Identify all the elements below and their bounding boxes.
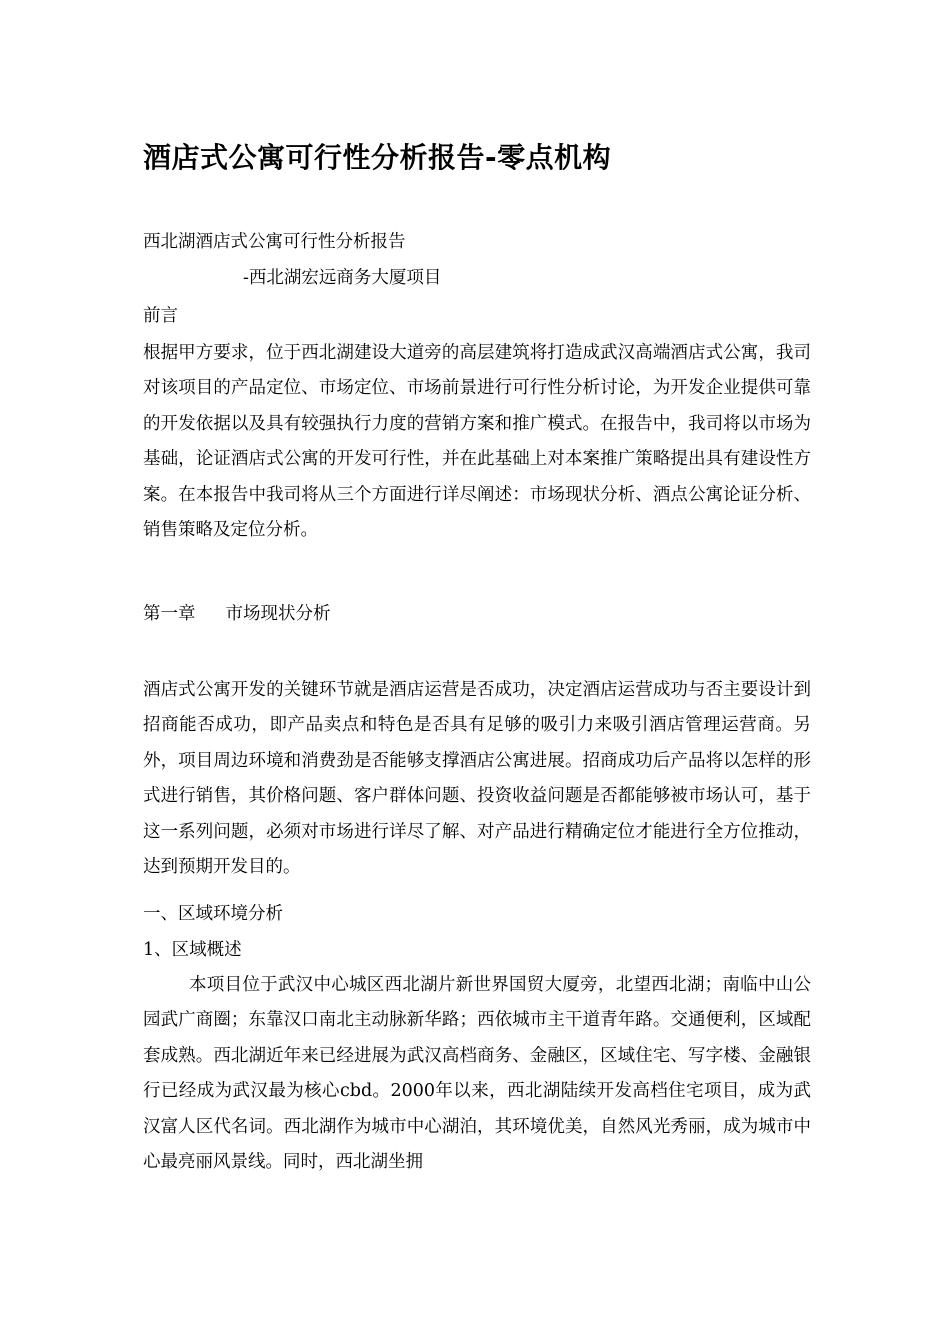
subsection-heading: 1、区域概述: [143, 940, 242, 960]
preface-heading: 前言: [143, 306, 178, 326]
section-heading: 一、区域环境分析: [143, 904, 283, 924]
chapter-heading: [143, 602, 811, 626]
document-title: 酒店式公寓可行性分析报告-零点机构: [143, 141, 612, 174]
subsection-paragraph: 本项目位于武汉中心城区西北湖片新世界国贸大厦旁，北望西北湖；南临中山公园武广商圈；东靠汉口南北主动脉新华路；西依城市主干道青年路。交通便利，区域配套成熟。西北湖近年来已经进展为武汉高档商务、金融区，区域住宅、写字楼、金融银行已经成为武汉最为核心cbd。2000年以来，西北湖陆续开发高档住宅项目，成为武汉富人区代名词。西北湖作为城市中心湖泊，其环境优美，自然风光秀丽，成为城市中心最亮丽风景线。同时，西北湖坐拥: [143, 975, 811, 1173]
chapter-number: 第一章: [143, 604, 196, 624]
chapter-intro-paragraph: 酒店式公寓开发的关键环节就是酒店运营是否成功，决定酒店运营成功与否主要设计到招商能否成功，即产品卖点和特色是否具有足够的吸引力来吸引酒店管理运营商。另外，项目周边环境和消费劲是否能够支撑酒店公寓进展。招商成功后产品将以怎样的形式进行销售，其价格问题、客户群体问题、投资收益问题是否都能够被市场认可，基于这一系列问题，必须对市场进行详尽了解、对产品进行精确定位才能进行全方位推动，达到预期开发目的。: [143, 680, 811, 878]
report-subtitle: -西北湖宏远商务大厦项目: [243, 268, 442, 288]
preface-paragraph: 根据甲方要求，位于西北湖建设大道旁的高层建筑将打造成武汉高端酒店式公寓，我司对该项目的产品定位、市场定位、市场前景进行可行性分析讨论，为开发企业提供可靠的开发依据以及具有较强执行力度的营销方案和推广模式。在报告中，我司将以市场为基础，论证酒店式公寓的开发可行性，并在此基础上对本案推广策略提出具有建设性方案。在本报告中我司将从三个方面进行详尽阐述：市场现状分析、酒点公寓论证分析、销售策略及定位分析。: [143, 343, 811, 541]
chapter-title: 市场现状分析: [225, 604, 331, 624]
report-title: 西北湖酒店式公寓可行性分析报告: [143, 232, 406, 252]
